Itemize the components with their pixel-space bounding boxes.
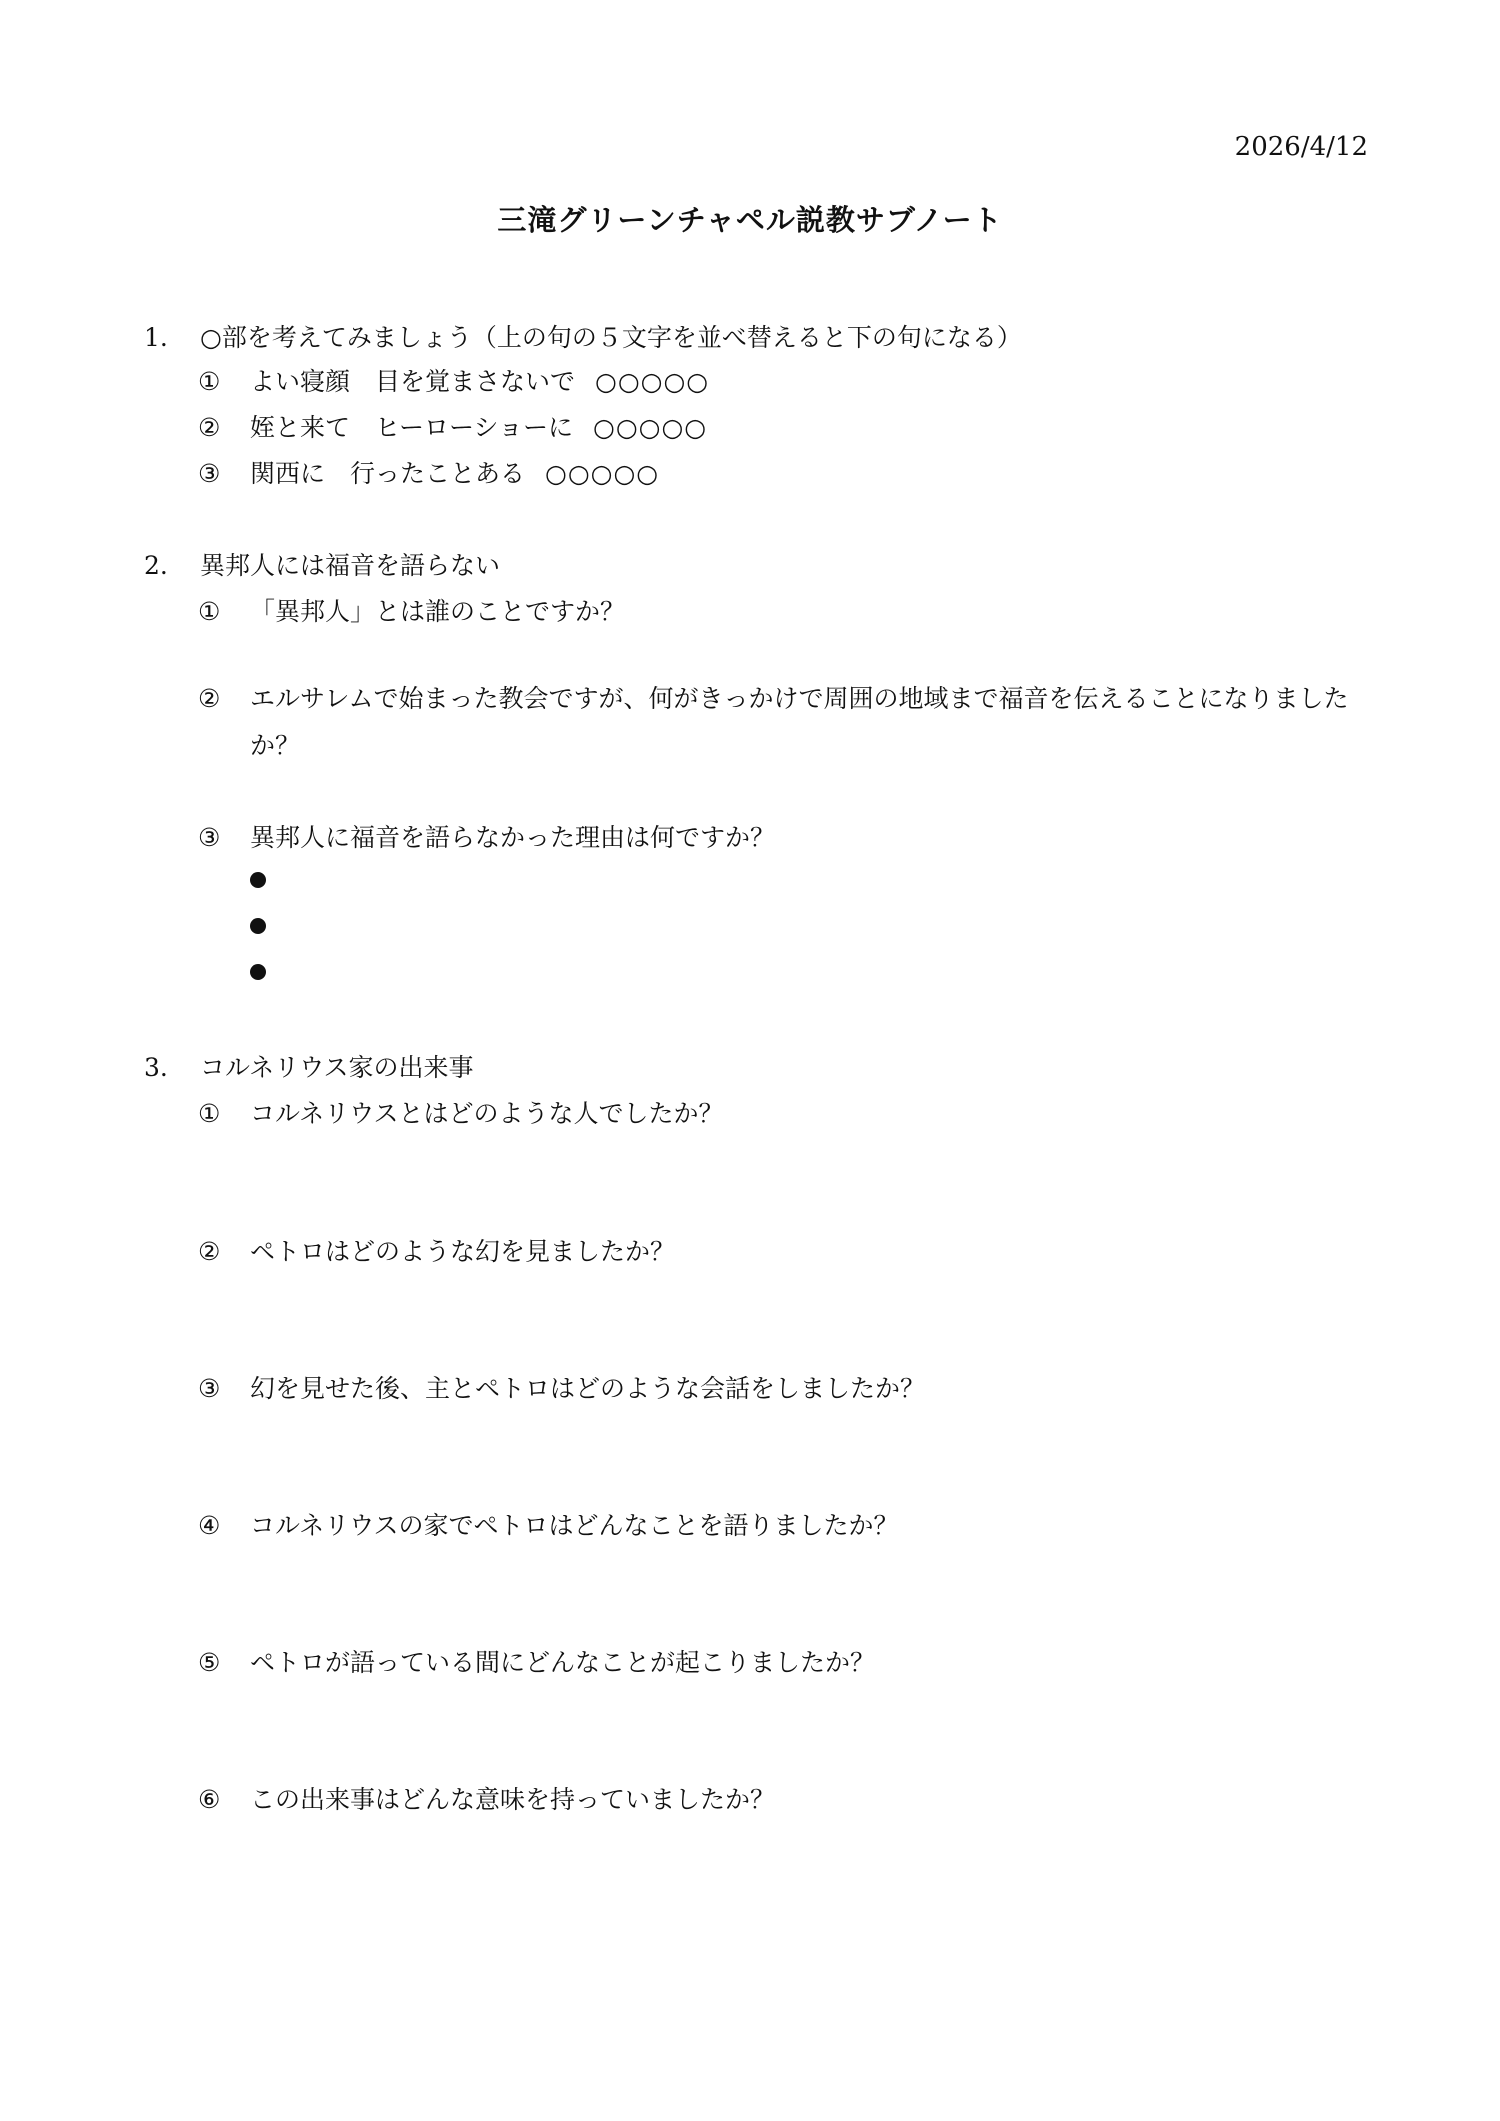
section-heading-text: 異邦人には福音を語らない: [200, 551, 501, 580]
answer-blanks: ○○○○○: [545, 459, 660, 488]
section-heading-text: コルネリウス家の出来事: [200, 1053, 474, 1082]
section-3-item-3: [198, 1369, 925, 1405]
item-marker: ⑥: [198, 1785, 221, 1814]
item-marker: ②: [198, 1237, 221, 1266]
section-heading-text: ○部を考えてみましょう（上の句の５文字を並べ替えると下の句になる）: [200, 323, 1022, 352]
item-text: ペトロはどのような幻を見ましたか？: [250, 1237, 676, 1266]
section-3-item-6: [198, 1780, 775, 1816]
section-3-heading: [144, 1048, 474, 1084]
document-date: 2026/4/12: [1234, 132, 1368, 162]
section-1-item-3: [198, 454, 659, 490]
section-3-item-4: [198, 1506, 899, 1542]
bullet-point: [250, 918, 266, 934]
item-text: 異邦人に福音を語らなかった理由は何ですか？: [250, 823, 776, 852]
item-marker: ①: [198, 597, 221, 626]
item-marker: ①: [198, 1099, 221, 1128]
section-2-item-1: [198, 592, 625, 628]
item-text: コルネリウスとはどのような人でしたか？: [250, 1099, 724, 1128]
item-marker: ③: [198, 1374, 221, 1403]
item-marker: ④: [198, 1511, 221, 1540]
item-text: 関西に 行ったことある: [250, 459, 526, 488]
answer-blanks: ○○○○○: [595, 367, 710, 396]
item-marker: ③: [198, 823, 221, 852]
section-2-item-3: [198, 818, 775, 854]
item-text: 幻を見せた後、主とペトロはどのような会話をしましたか？: [250, 1374, 926, 1403]
item-marker: ⑤: [198, 1648, 221, 1677]
item-text: この出来事はどんな意味を持っていましたか？: [250, 1785, 776, 1814]
section-1-heading: [144, 318, 1022, 354]
item-text: 姪と来て ヒーローショーに: [250, 413, 574, 442]
answer-blanks: ○○○○○: [593, 413, 708, 442]
item-text: よい寝顔 目を覚まさないで: [250, 367, 576, 396]
item-text: ペトロが語っている間にどんなことが起こりましたか？: [250, 1648, 876, 1677]
section-number: 1.: [144, 323, 168, 352]
item-marker: ②: [198, 684, 221, 713]
item-marker: ②: [198, 413, 221, 442]
section-3-item-5: [198, 1643, 875, 1679]
section-number: 3.: [144, 1053, 168, 1082]
item-marker: ①: [198, 367, 221, 396]
document-title: 三滝グリーンチャペル説教サブノート: [497, 203, 1003, 237]
bullet-point: [250, 872, 266, 888]
section-3-item-2: [198, 1232, 675, 1268]
section-2-item-2: [198, 675, 1372, 769]
item-text: コルネリウスの家でペトロはどんなことを語りましたか？: [250, 1511, 899, 1540]
section-3-item-1: [198, 1094, 724, 1130]
section-1-item-2: [198, 408, 707, 444]
section-2-heading: [144, 546, 500, 582]
item-marker: ③: [198, 459, 221, 488]
bullet-point: [250, 964, 266, 980]
item-text: 「異邦人」とは誰のことですか？: [250, 597, 626, 626]
item-text: エルサレムで始まった教会ですが、何がきっかけで周囲の地域まで福音を伝えることになりましたか？: [250, 684, 1349, 760]
section-1-item-1: [198, 362, 709, 398]
section-number: 2.: [144, 551, 168, 580]
